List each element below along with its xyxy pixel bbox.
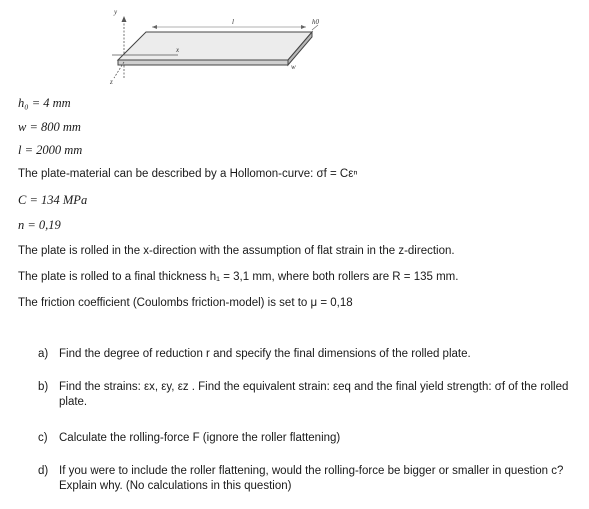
length-arrow-left bbox=[152, 25, 157, 29]
question-a-letter: a) bbox=[38, 348, 49, 360]
y-axis-arrow bbox=[122, 16, 127, 22]
friction-statement: The friction coefficient (Coulombs friction-model) is set to μ = 0,18 bbox=[18, 297, 353, 309]
question-b bbox=[38, 380, 578, 410]
question-c-text: Calculate the rolling-force F (ignore the roller flattening) bbox=[59, 432, 341, 444]
plate-diagram bbox=[0, 0, 589, 95]
strength-coefficient: C = 134 MPa bbox=[18, 193, 88, 207]
y-axis-label: y bbox=[114, 8, 118, 16]
plate-front-face bbox=[118, 60, 288, 65]
question-a-text: Find the degree of reduction r and specify the final dimensions of the rolled plate. bbox=[59, 348, 471, 360]
hardening-exponent: n = 0,19 bbox=[18, 218, 61, 232]
hollomon-statement: The plate-material can be described by a Hollomon-curve: σf = Cεⁿ bbox=[18, 168, 358, 180]
question-d-text: If you were to include the roller flattening, would the rolling-force be bigger or smaller in question c? Explain why. (No calculations in this question) bbox=[59, 465, 564, 492]
width-label: w bbox=[291, 63, 296, 71]
question-a bbox=[38, 347, 578, 362]
question-c-letter: c) bbox=[38, 432, 48, 444]
plate-length: l = 2000 mm bbox=[18, 143, 83, 157]
rolling-direction-statement: The plate is rolled in the x-direction with the assumption of flat strain in the z-direction. bbox=[18, 245, 455, 257]
length-arrow-right bbox=[301, 25, 306, 29]
question-d-letter: d) bbox=[38, 465, 49, 477]
z-axis-label: z bbox=[110, 78, 113, 86]
x-axis-label: x bbox=[176, 46, 180, 54]
question-b-letter: b) bbox=[38, 381, 49, 393]
length-label: l bbox=[232, 18, 234, 26]
question-b-text: Find the strains: εx, εy, εz . Find the equivalent strain: εeq and the final yield strength: σf of the rolled plate. bbox=[59, 381, 569, 408]
final-thickness-statement: The plate is rolled to a final thickness h₁ = 3,1 mm, where both rollers are R = 135 mm. bbox=[18, 271, 459, 283]
thickness-label: h0 bbox=[312, 18, 319, 26]
initial-thickness: h₀ = 4 mm bbox=[18, 96, 71, 110]
question-d bbox=[38, 464, 578, 494]
question-c bbox=[38, 431, 578, 446]
plate-top-face bbox=[118, 32, 312, 60]
plate-width: w = 800 mm bbox=[18, 120, 81, 134]
